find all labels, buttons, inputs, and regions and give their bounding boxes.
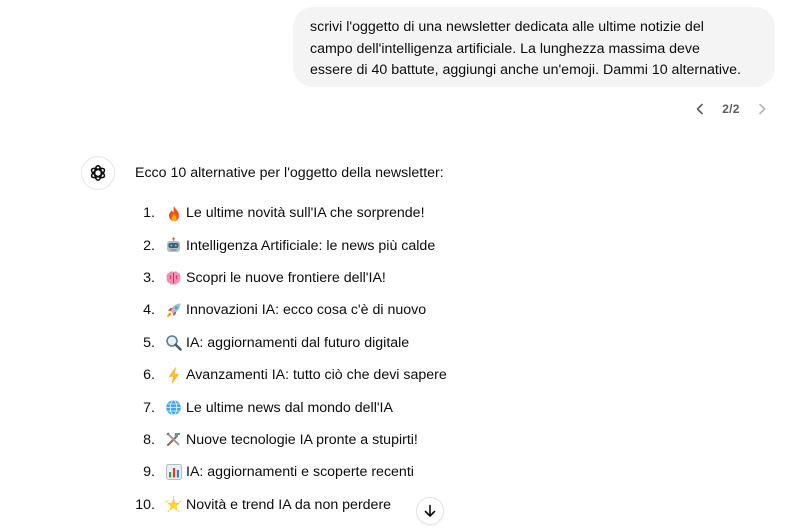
arrow-down-icon — [423, 504, 437, 518]
user-message-bubble — [293, 7, 775, 87]
list-item — [131, 391, 447, 423]
openai-logo-icon — [88, 163, 108, 183]
list-item-text: IA: aggiornamenti dal futuro digitale — [186, 334, 410, 351]
user-message-line: campo dell'intelligenza artificiale. La lunghezza massima deve — [310, 40, 700, 57]
list-item — [131, 456, 447, 488]
rocket-icon — [164, 302, 183, 319]
previous-response-button[interactable] — [693, 99, 707, 119]
scroll-to-bottom-button[interactable] — [416, 497, 444, 525]
list-item-text: Nuove tecnologie IA pronte a stupirti! — [186, 431, 418, 448]
list-item — [131, 359, 447, 391]
list-item-text: Avanzamenti IA: tutto ciò che devi sapere — [186, 367, 447, 384]
list-item — [131, 327, 447, 359]
list-item — [131, 197, 447, 229]
alternatives-list — [131, 197, 447, 521]
assistant-avatar — [81, 156, 115, 190]
response-pager — [693, 99, 769, 119]
list-item — [131, 229, 447, 261]
chevron-left-icon — [695, 103, 705, 115]
list-item-text: Scopri le nuove frontiere dell'IA! — [186, 269, 386, 286]
glowing-star-icon — [164, 496, 183, 513]
list-item-text: Innovazioni IA: ecco cosa c'è di nuovo — [186, 302, 427, 319]
assistant-intro-text: Ecco 10 alternative per l'oggetto della newsletter: — [135, 165, 444, 181]
list-item-number: 1. — [143, 205, 155, 222]
chevron-right-icon — [757, 103, 767, 115]
user-message-line: essere di 40 battute, aggiungi anche un'emoji. Dammi 10 alternative. — [310, 62, 741, 78]
list-item-number: 7. — [143, 399, 155, 416]
list-item-text: Le ultime novità sull'IA che sorprende! — [186, 205, 425, 222]
list-item-number: 8. — [143, 431, 155, 448]
fire-icon — [164, 205, 183, 222]
list-item-text: Le ultime news dal mondo dell'IA — [186, 399, 393, 416]
lightning-icon — [164, 367, 183, 384]
list-item — [131, 294, 447, 326]
bar-chart-icon — [164, 464, 183, 481]
robot-icon — [164, 237, 183, 254]
list-item-number: 9. — [143, 464, 155, 481]
list-item-number: 3. — [143, 269, 155, 286]
list-item-number: 10. — [135, 496, 155, 513]
user-message-line: scrivi l'oggetto di una newsletter dedicata alle ultime notizie del — [310, 19, 704, 35]
list-item-number: 4. — [143, 302, 155, 319]
tools-icon — [164, 431, 183, 448]
list-item-text: IA: aggiornamenti e scoperte recenti — [186, 464, 414, 481]
list-item-text: Intelligenza Artificiale: le news più calde — [186, 237, 436, 254]
response-page-count: 2/2 — [722, 102, 740, 116]
brain-icon — [164, 269, 183, 286]
list-item — [131, 424, 447, 456]
list-item-number: 5. — [143, 334, 155, 351]
list-item-number: 6. — [143, 367, 155, 384]
list-item — [131, 489, 447, 521]
list-item-text: Novità e trend IA da non perdere — [186, 496, 392, 513]
next-response-button[interactable] — [755, 99, 769, 119]
globe-icon — [164, 399, 183, 416]
list-item-number: 2. — [143, 237, 155, 254]
list-item — [131, 262, 447, 294]
magnifier-icon — [164, 334, 183, 351]
